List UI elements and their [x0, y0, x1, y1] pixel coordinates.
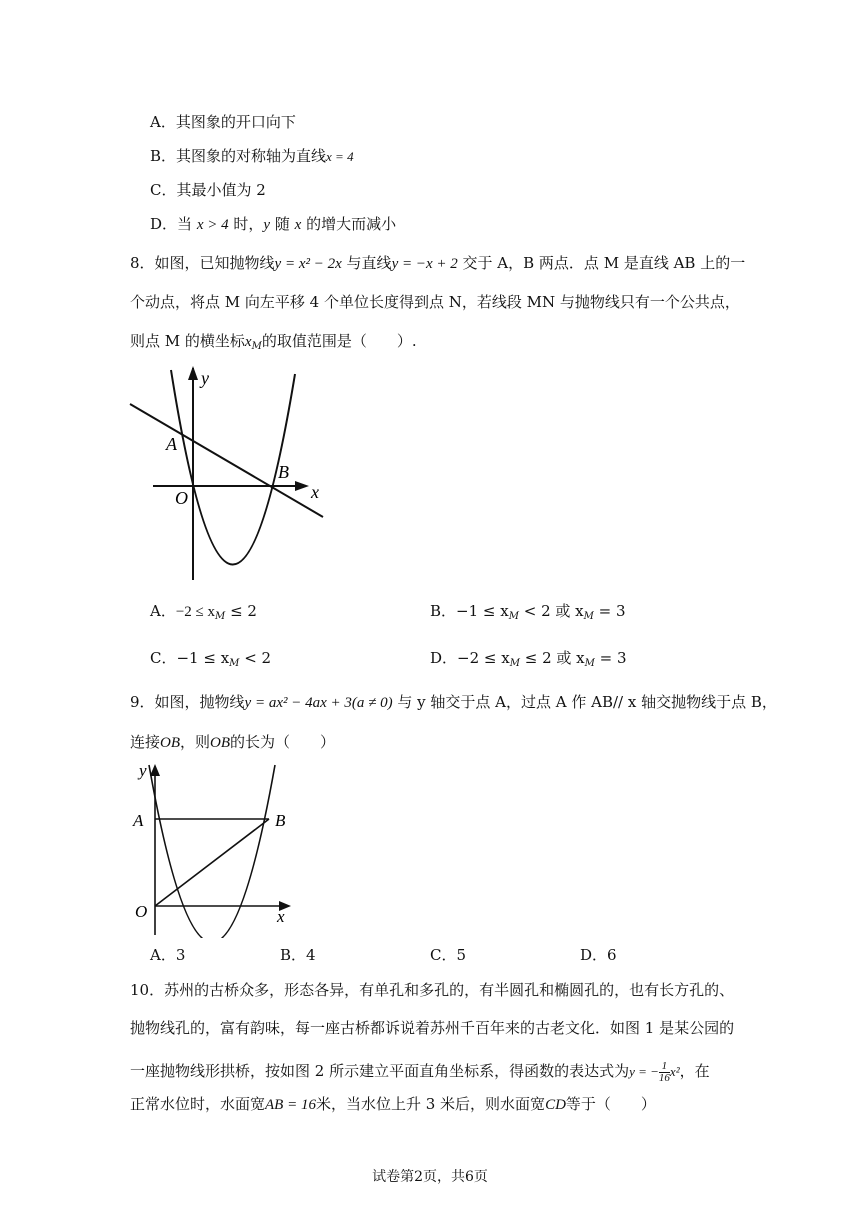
q10-text-3: 正常水位时，水面宽: [130, 1095, 266, 1113]
q10-fraction-num: 1: [659, 1061, 670, 1073]
q7-option-d-text-2: 时，: [233, 215, 264, 233]
q8-stem-line2: 个动点，将点 M 向左平移 4 个单位长度得到点 N，若线段 MN 与抛物线只有一个公共点，: [130, 293, 740, 311]
q8-label-y: y: [201, 368, 209, 388]
q10-text-2: ，在: [679, 1062, 710, 1080]
q7-option-c: C．其最小值为 2: [150, 181, 266, 199]
q8-xm: x: [244, 334, 252, 350]
q10-stem-line4: [130, 1094, 656, 1115]
q8-text-5: 的取值范围是（ ）.: [261, 332, 417, 350]
q7-option-b-text: B．其图象的对称轴为直线: [150, 147, 327, 165]
q8-option-d-label: D．: [430, 649, 458, 667]
q10-text-1: 一座抛物线形拱桥，按如图 2 所示建立平面直角坐标系，得函数的表达式为: [130, 1062, 630, 1080]
q9-label-a: A: [133, 811, 144, 830]
q9-text-4: ，则: [180, 733, 211, 751]
q10-fraction-den: 16: [658, 1071, 670, 1084]
q9-parabola: [149, 765, 275, 938]
q7-option-d-x: x: [294, 217, 302, 233]
q8-label-o: O: [175, 488, 188, 508]
q7-option-b: [150, 146, 354, 167]
q8-option-d-mid: ≤ 2 或 x: [519, 649, 585, 667]
q8-parabola: [171, 370, 295, 565]
q9-option-a: A．3: [150, 946, 186, 964]
q9-y-arrow-icon: [150, 764, 160, 776]
q8-text-4: 则点 M 的横坐标: [130, 332, 245, 350]
q9-text-1: 9．如图，抛物线: [130, 693, 245, 711]
q8-option-d-tail: = 3: [594, 649, 627, 667]
q8-option-a-math: −2 ≤ x: [175, 604, 216, 620]
q7-option-d-text-3: 随: [274, 215, 290, 233]
q10-text-4: 米，当水位上升 3 米后，则水面宽: [315, 1095, 546, 1113]
q8-option-b-tail: = 3: [593, 602, 626, 620]
q9-option-b: B．4: [280, 946, 316, 964]
q8-y-arrow-icon: [188, 366, 198, 380]
q8-option-b-sub: M: [508, 611, 519, 622]
q9-ob-2: OB: [210, 735, 231, 751]
q8-option-b-math: −1 ≤ x: [456, 602, 509, 620]
q9-label-b: B: [275, 811, 286, 830]
q8-option-b: [430, 601, 626, 627]
q10-stem-line2: 抛物线孔的，富有韵味，每一座古桥都诉说着苏州千百年来的古老文化．如图 1 是某公园的: [130, 1019, 735, 1037]
q8-label-a: A: [166, 434, 177, 454]
q8-line-ab: [130, 404, 323, 517]
q8-option-d-sub2: M: [584, 658, 595, 669]
q10-text-5: 等于（ ）: [565, 1095, 656, 1113]
q9-parabola-eq: y = ax² − 4ax + 3(a ≠ 0): [244, 695, 393, 711]
q9-ob-1: OB: [160, 735, 181, 751]
q8-option-c-sub: M: [229, 658, 240, 669]
q7-option-b-math: x = 4: [326, 149, 354, 164]
q8-stem-line1: [130, 253, 745, 274]
q9-option-c: C．5: [430, 946, 467, 964]
q9-label-x: x: [277, 907, 285, 926]
q8-option-c: [150, 648, 271, 674]
q8-text-1: 8．如图，已知抛物线: [130, 254, 275, 272]
q10-func-lhs: y = −: [629, 1064, 659, 1079]
q8-option-a: [150, 601, 257, 627]
q9-option-d: D．6: [580, 946, 617, 964]
q8-option-d: [430, 648, 627, 674]
q7-option-a: A．其图象的开口向下: [150, 113, 296, 131]
q8-label-b: B: [278, 462, 289, 482]
q8-option-a-label: A．: [150, 602, 176, 620]
q8-text-2: 与直线: [346, 254, 392, 272]
q7-option-d-y: y: [263, 217, 271, 233]
q8-option-a-tail: ≤ 2: [225, 602, 257, 620]
q10-stem-line1: 10．苏州的古桥众多，形态各异，有单孔和多孔的，有半圆孔和椭圆孔的，也有长方孔的、: [130, 981, 735, 999]
q9-stem-line2: [130, 732, 335, 753]
q8-option-c-math: −1 ≤ x: [176, 649, 230, 667]
q8-option-b-mid: < 2 或 x: [518, 602, 584, 620]
q8-option-c-label: C．: [150, 649, 177, 667]
q8-option-d-sub: M: [509, 658, 520, 669]
q9-figure: [125, 760, 300, 938]
q8-figure: [125, 362, 335, 587]
q8-option-a-sub: M: [215, 611, 226, 622]
q10-stem-line3: [130, 1057, 710, 1086]
q8-stem-line3: [130, 331, 417, 357]
q8-parabola-eq: y = x² − 2x: [274, 256, 342, 272]
q8-option-c-tail: < 2: [239, 649, 272, 667]
q10-fraction: [659, 1061, 670, 1084]
q8-line-eq: y = −x + 2: [391, 256, 458, 272]
q8-xm-sub: M: [251, 341, 262, 352]
page-footer: 试卷第2页，共6页: [372, 1169, 488, 1185]
q9-text-5: 的长为（ ）: [230, 733, 336, 751]
q7-option-d-math: x > 4: [196, 217, 229, 233]
q9-label-o: O: [135, 902, 148, 921]
q8-option-b-label: B．: [430, 602, 457, 620]
q10-cd: CD: [545, 1097, 566, 1113]
q7-option-d-text-4: 的增大而减小: [306, 215, 397, 233]
q10-func-x2: x²: [669, 1064, 680, 1079]
q9-label-y: y: [139, 761, 147, 780]
q9-stem-line1: [130, 692, 777, 713]
q10-ab-eq: AB = 16: [265, 1097, 316, 1113]
q8-text-3: 交于 A，B 两点．点 M 是直线 AB 上的一: [462, 254, 746, 272]
q8-label-x: x: [311, 482, 319, 502]
q8-option-b-sub2: M: [583, 611, 594, 622]
q7-option-d: [150, 214, 396, 235]
q8-option-d-math: −2 ≤ x: [457, 649, 510, 667]
q7-option-d-text-1: D．当: [150, 215, 193, 233]
q9-text-3: 连接: [130, 733, 161, 751]
q9-text-2: 与 y 轴交于点 A，过点 A 作 AB// x 轴交抛物线于点 B，: [397, 693, 777, 711]
q8-x-arrow-icon: [295, 481, 309, 491]
q9-segment-ob: [155, 819, 269, 906]
